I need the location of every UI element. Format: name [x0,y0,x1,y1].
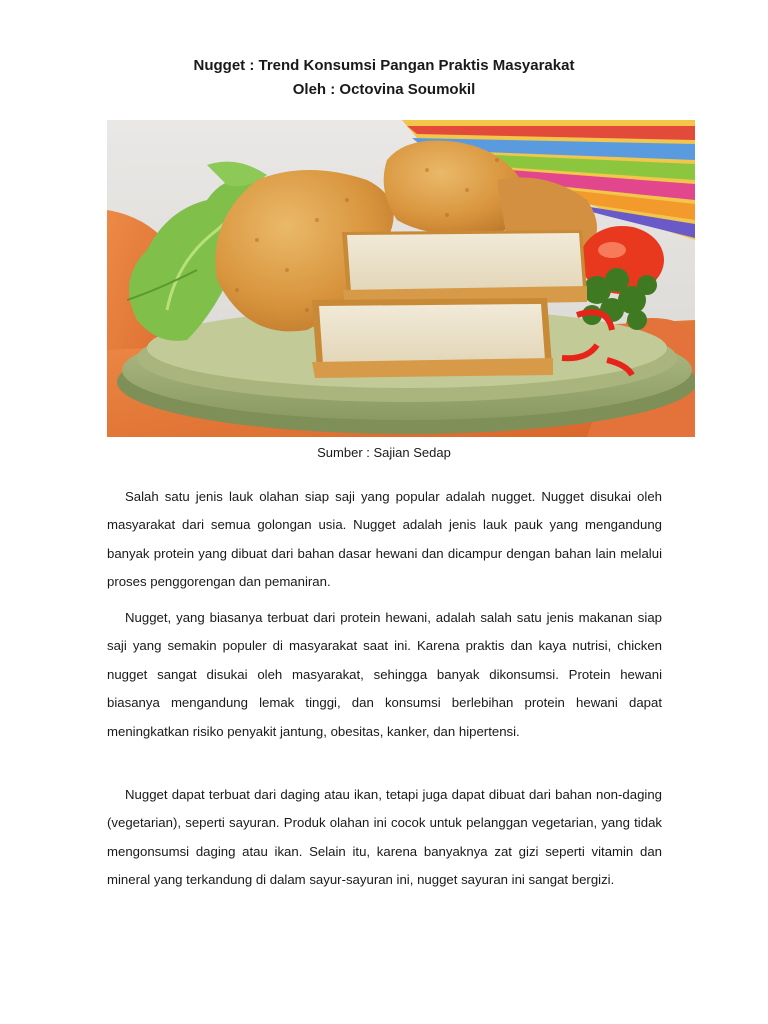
body-paragraph-2: Nugget, yang biasanya terbuat dari protein hewani, adalah salah satu jenis makanan siap saji yang semakin populer di masyarakat saat ini. Karena praktis dan kaya nutrisi, chicken nugget sangat disukai oleh masyarakat, sehingga banyak dikonsumsi. Protein hewani biasanya mengandung lemak tinggi, dan konsumsi berlebihan protein hewani dapat meningkatkan risiko penyakit jantung, obesitas, kanker, dan hipertensi. [107,610,662,739]
document-title: Nugget : Trend Konsumsi Pangan Praktis Masyarakat [193,57,575,74]
author-line: Oleh : Octovina Soumokil [292,81,476,98]
body-paragraph-3: Nugget dapat terbuat dari daging atau ikan, tetapi juga dapat dibuat dari bahan non-daging (vegetarian), seperti sayuran. Produk olahan ini cocok untuk pelanggan vegetarian, yang tidak mengonsumsi daging atau ikan. Selain itu, karena banyaknya zat gizi seperti vitamin dan mineral yang terkandung di dalam sayur-sayuran ini, nugget sayuran ini sangat bergizi. [107,787,662,888]
image-caption: Sumber : Sajian Sedap [317,445,451,460]
nugget-photo [107,120,695,437]
body-paragraph-1: Salah satu jenis lauk olahan siap saji yang popular adalah nugget. Nugget disukai oleh masyarakat dari semua golongan usia. Nugget adalah jenis lauk pauk yang mengandung banyak protein yang dibuat dari bahan dasar hewani dan dicampur dengan bahan lain melalui proses penggorengan dan pemaniran. [107,489,662,590]
